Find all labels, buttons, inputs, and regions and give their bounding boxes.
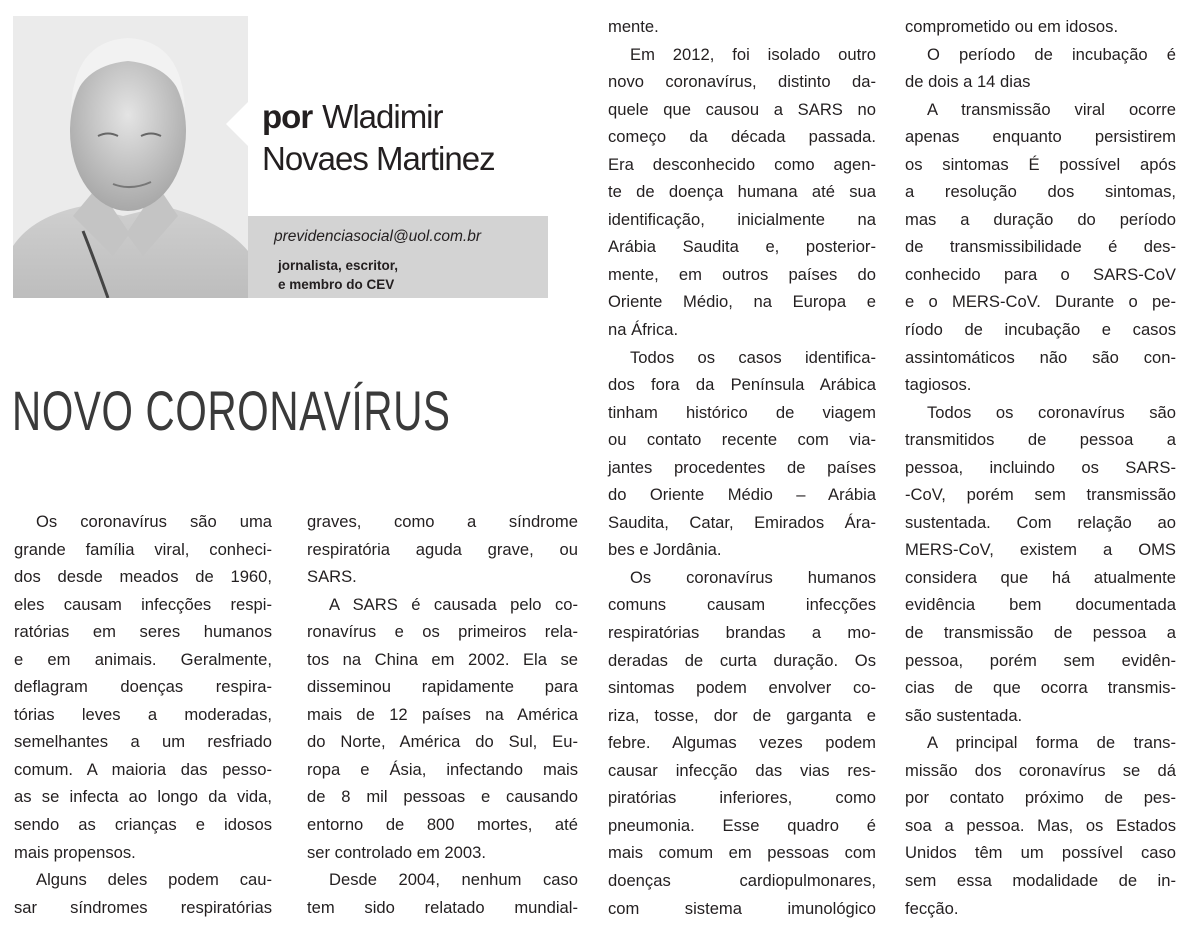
text-line: respiratórias brandas a mo- bbox=[608, 623, 876, 643]
text-line: com sistema imunológico bbox=[608, 898, 876, 918]
article-paragraph bbox=[608, 41, 876, 344]
text-line: sustentada. Com relação ao bbox=[905, 512, 1176, 532]
text-line: riza, tosse, dor de garganta e bbox=[608, 705, 876, 725]
author-info-box bbox=[248, 216, 548, 298]
text-line: deflagram doenças respira- bbox=[14, 677, 272, 697]
text-line: soa a pessoa. Mas, os Estados bbox=[905, 815, 1176, 835]
article-paragraph bbox=[307, 508, 578, 591]
text-line: pneumonia. Esse quadro é bbox=[608, 815, 876, 835]
text-line: de dois a 14 dias bbox=[905, 72, 1031, 92]
text-line: mas a duração do período bbox=[905, 209, 1176, 229]
text-line: a resolução dos sintomas, bbox=[905, 182, 1176, 202]
text-line: e em animais. Geralmente, bbox=[14, 649, 272, 669]
text-line: Era desconhecido como agen- bbox=[608, 154, 876, 174]
article-paragraph bbox=[14, 508, 272, 866]
text-line: sendo as crianças e idosos bbox=[14, 815, 272, 835]
text-line: mais de 12 países na América bbox=[307, 704, 578, 724]
article-paragraph bbox=[905, 96, 1176, 399]
text-line: O período de incubação é bbox=[927, 44, 1176, 64]
text-line: doenças cardiopulmonares, bbox=[608, 870, 876, 890]
photo-notch bbox=[226, 102, 248, 146]
text-line: mais comum em pessoas com bbox=[608, 843, 876, 863]
text-line: tinham histórico de viagem bbox=[608, 402, 876, 422]
text-line: MERS-CoV, existem a OMS bbox=[905, 540, 1176, 560]
text-line: te de doença humana até sua bbox=[608, 182, 876, 202]
text-line: do Oriente Médio – Arábia bbox=[608, 485, 876, 505]
text-line: A transmissão viral ocorre bbox=[927, 99, 1176, 119]
text-line: por contato próximo de pes- bbox=[905, 788, 1176, 808]
text-line: assintomáticos não são con- bbox=[905, 347, 1176, 367]
article-paragraph bbox=[307, 591, 578, 866]
text-line: Em 2012, foi isolado outro bbox=[630, 44, 876, 64]
text-line: de transmissão de pessoa a bbox=[905, 623, 1176, 643]
text-line: identificação, inicialmente na bbox=[608, 209, 876, 229]
text-line: pessoa, incluindo os SARS- bbox=[905, 457, 1176, 477]
text-line: -CoV, porém sem transmissão bbox=[905, 485, 1176, 505]
text-line: pessoa, porém sem evidên- bbox=[905, 650, 1176, 670]
text-line: de transmissibilidade é des- bbox=[905, 237, 1176, 257]
article-column-2 bbox=[307, 508, 578, 921]
text-line: missão dos coronavírus se dá bbox=[905, 760, 1176, 780]
text-line: mais propensos. bbox=[14, 842, 136, 862]
text-line: sem essa modalidade de in- bbox=[905, 870, 1176, 890]
author-role bbox=[278, 256, 398, 294]
text-line: Desde 2004, nenhum caso bbox=[329, 870, 578, 890]
text-line: são sustentada. bbox=[905, 705, 1023, 725]
text-line: Os coronavírus humanos bbox=[630, 567, 876, 587]
text-line: Saudita, Catar, Emirados Ára- bbox=[608, 512, 876, 532]
text-line: evidência bem documentada bbox=[905, 595, 1176, 615]
author-portrait-image bbox=[13, 16, 248, 298]
text-line: A SARS é causada pelo co- bbox=[329, 594, 578, 614]
text-line: febre. Algumas vezes podem bbox=[608, 733, 876, 753]
text-line: tem sido relatado mundial- bbox=[307, 897, 578, 917]
article-paragraph bbox=[608, 13, 876, 41]
text-line: tagiosos. bbox=[905, 375, 972, 395]
text-line: tos na China em 2002. Ela se bbox=[307, 649, 578, 669]
article-paragraph bbox=[608, 344, 876, 564]
text-line: Os coronavírus são uma bbox=[36, 512, 272, 531]
text-line: ríodo de incubação e casos bbox=[905, 320, 1176, 340]
article-paragraph bbox=[905, 41, 1176, 96]
article-column-1 bbox=[14, 508, 272, 921]
text-line: respiratória aguda grave, ou bbox=[307, 539, 578, 559]
article-paragraph bbox=[905, 13, 1176, 41]
author-role-line: e membro do CEV bbox=[278, 277, 395, 292]
text-line: cias de que ocorra transmis- bbox=[905, 678, 1176, 698]
text-line: graves, como a síndrome bbox=[307, 512, 578, 531]
text-line: entorno de 800 mortes, até bbox=[307, 815, 578, 835]
article-paragraph bbox=[905, 729, 1176, 922]
text-line: bes e Jordânia. bbox=[608, 540, 722, 560]
byline-prefix: por bbox=[262, 98, 313, 135]
article-column-3 bbox=[608, 13, 876, 922]
text-line: quele que causou a SARS no bbox=[608, 99, 876, 119]
text-line: SARS. bbox=[307, 567, 357, 587]
text-line: piratórias inferiores, como bbox=[608, 788, 876, 808]
text-line: mente, em outros países do bbox=[608, 264, 876, 284]
text-line: comum. A maioria das pesso- bbox=[14, 759, 272, 779]
author-first-name: Wladimir bbox=[322, 98, 443, 135]
text-line: as se infecta ao longo da vida, bbox=[14, 787, 272, 807]
text-line: transmitidos de pessoa a bbox=[905, 430, 1176, 450]
text-line: dos desde meados de 1960, bbox=[14, 567, 272, 587]
text-line: deradas de curta duração. Os bbox=[608, 650, 876, 670]
text-line: grande família viral, conheci- bbox=[14, 539, 272, 559]
author-last-name: Novaes Martinez bbox=[262, 140, 495, 177]
text-line: do Norte, América do Sul, Eu- bbox=[307, 732, 578, 752]
author-email[interactable]: previdenciasocial@uol.com.br bbox=[274, 228, 481, 245]
text-line: conhecido para o SARS-CoV bbox=[905, 264, 1176, 284]
text-line: disseminou rapidamente para bbox=[307, 677, 578, 697]
text-line: sintomas podem envolver co- bbox=[608, 678, 876, 698]
text-line: A principal forma de trans- bbox=[927, 733, 1176, 753]
article-paragraph bbox=[307, 866, 578, 921]
text-line: sar síndromes respiratórias bbox=[14, 897, 272, 917]
text-line: Oriente Médio, na Europa e bbox=[608, 292, 876, 312]
author-byline bbox=[262, 96, 495, 180]
text-line: e o MERS-CoV. Durante o pe- bbox=[905, 292, 1176, 312]
text-line: causar infecção das vias res- bbox=[608, 760, 876, 780]
author-role-line: jornalista, escritor, bbox=[278, 258, 399, 273]
article-headline: NOVO CORONAVÍRUS bbox=[12, 379, 451, 442]
author-photo bbox=[13, 16, 248, 298]
text-line: Unidos têm um possível caso bbox=[905, 843, 1176, 863]
text-line: eles causam infecções respi- bbox=[14, 594, 272, 614]
text-line: ratórias em seres humanos bbox=[14, 622, 272, 642]
text-line: ou contato recente com via- bbox=[608, 430, 876, 450]
text-line: ronavírus e os primeiros rela- bbox=[307, 622, 578, 642]
text-line: novo coronavírus, distinto da- bbox=[608, 72, 876, 92]
text-line: os sintomas É possível após bbox=[905, 154, 1176, 174]
text-line: começo da década passada. bbox=[608, 127, 876, 147]
text-line: tórias leves a moderadas, bbox=[14, 704, 272, 724]
text-line: comprometido ou em idosos. bbox=[905, 17, 1119, 36]
text-line: de 8 mil pessoas e causando bbox=[307, 787, 578, 807]
text-line: ropa e Ásia, infectando mais bbox=[307, 759, 578, 779]
text-line: mente. bbox=[608, 17, 659, 36]
text-line: Todos os casos identifica- bbox=[630, 347, 876, 367]
text-line: Arábia Saudita e, posterior- bbox=[608, 237, 876, 257]
text-line: semelhantes a um resfriado bbox=[14, 732, 272, 752]
text-line: fecção. bbox=[905, 898, 959, 918]
text-line: ser controlado em 2003. bbox=[307, 842, 486, 862]
article-paragraph bbox=[14, 866, 272, 921]
text-line: na África. bbox=[608, 320, 679, 340]
article-column-4 bbox=[905, 13, 1176, 922]
text-line: comuns causam infecções bbox=[608, 595, 876, 615]
text-line: apenas enquanto persistirem bbox=[905, 127, 1176, 147]
text-line: Todos os coronavírus são bbox=[927, 402, 1176, 422]
text-line: Alguns deles podem cau- bbox=[36, 870, 272, 890]
article-paragraph bbox=[608, 564, 876, 922]
text-line: dos fora da Península Arábica bbox=[608, 375, 876, 395]
text-line: jantes procedentes de países bbox=[608, 457, 876, 477]
article-paragraph bbox=[905, 399, 1176, 730]
text-line: considera que há atualmente bbox=[905, 567, 1176, 587]
